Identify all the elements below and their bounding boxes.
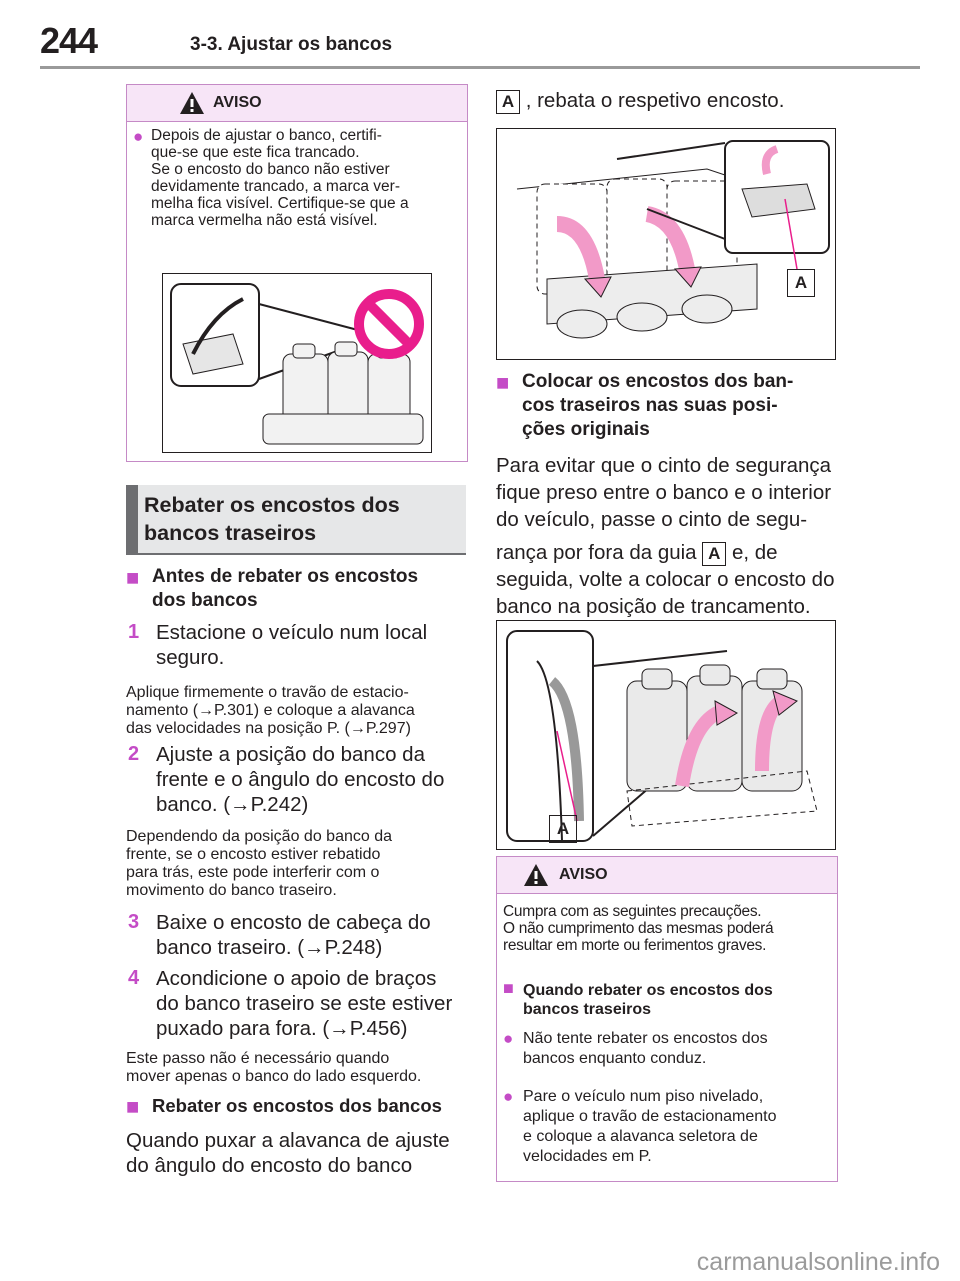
guide-tag: A (702, 542, 726, 566)
subheading-line: Antes de rebater os encostos (152, 566, 419, 587)
step-1 (126, 620, 471, 670)
text-line: velocidades em P. (523, 1148, 652, 1165)
warning-box-1 (126, 84, 468, 462)
before-folding-block (126, 565, 471, 613)
guide-tag: A (496, 90, 520, 114)
text-line: marca vermelha não está visível. (151, 212, 378, 229)
heading-line: Rebater os encostos dos (144, 493, 400, 517)
text-line: O não cumprimento das mesmas poderá (503, 920, 774, 937)
step-line: frente e o ângulo do encosto do (156, 768, 445, 791)
restore-text (496, 452, 841, 620)
text-line: resultar em morte ou ferimentos graves. (503, 937, 767, 954)
note-line: frente, se o encosto estiver rebatido (126, 846, 381, 863)
note-line: para trás, este pode interferir com o (126, 864, 380, 881)
body-line: Para evitar que o cinto de segurança (496, 454, 832, 477)
heading-line: bancos traseiros (144, 521, 317, 545)
body-line: Quando puxar a alavanca de ajuste (126, 1129, 450, 1152)
warning-triangle-icon (523, 863, 549, 887)
text-line: que-se que este fica trancado. (151, 144, 360, 161)
step-line: Ajuste a posição do banco da (156, 743, 425, 766)
text-line: bancos enquanto conduz. (523, 1050, 707, 1067)
subheading-line: cos traseiros nas suas posi- (522, 395, 778, 416)
guide-tag: A (549, 815, 577, 843)
note-line: namento (→P.301) e coloque a alavanca (126, 702, 415, 719)
warning-header (497, 857, 837, 894)
body-line: do veículo, passe o cinto de segu- (496, 508, 808, 531)
note-3 (126, 1050, 471, 1086)
text-line: Não tente rebater os encostos dos (523, 1030, 768, 1047)
restore-block (496, 370, 841, 442)
step-line: puxado para fora. (→P.456) (156, 1017, 408, 1040)
body-line: do ângulo do encosto do banco (126, 1154, 413, 1177)
note-line: Dependendo da posição do banco da (126, 828, 392, 845)
step-2 (126, 742, 471, 817)
subheading-line: Colocar os encostos dos ban- (522, 371, 794, 392)
warning-text (133, 127, 463, 229)
subheading-line: ções originais (522, 419, 650, 440)
step-line: Baixe o encosto de cabeça do (156, 911, 431, 934)
step-line: banco. (→P.242) (156, 793, 309, 816)
note-line: das velocidades na posição P. (→P.297) (126, 720, 411, 737)
warning-label: AVISO (559, 866, 608, 883)
warning-header (127, 85, 467, 122)
bullet-icon: ● (503, 1029, 514, 1048)
step-number: 3 (128, 911, 140, 933)
step-line: banco traseiro. (→P.248) (156, 936, 383, 959)
step-line: Acondicione o apoio de braços (156, 967, 437, 990)
warning-box-2 (496, 856, 838, 1182)
step-line: seguro. (156, 646, 225, 669)
text-line: e coloque a alavanca seletora de (523, 1128, 758, 1145)
step-line: do banco traseiro se este estiver (156, 992, 453, 1015)
subheading-line: bancos traseiros (523, 1001, 652, 1018)
bullet-icon: ● (503, 1087, 514, 1106)
note-line: mover apenas o banco do lado esquerdo. (126, 1068, 422, 1085)
step-number: 2 (128, 743, 140, 765)
seat-illustration-svg (163, 274, 431, 452)
subheading-line: Rebater os encostos dos bancos (152, 1095, 442, 1116)
header-rule (40, 66, 920, 69)
note-1 (126, 684, 471, 738)
text-line: devidamente trancado, a marca ver- (151, 178, 400, 195)
seat-lock-illustration (162, 273, 432, 453)
warning-label: AVISO (213, 94, 262, 111)
guide-tag: A (787, 269, 815, 297)
step-line: Estacione o veículo num local (156, 621, 428, 644)
text-line: Depois de ajustar o banco, certifi- (151, 127, 382, 144)
note-2 (126, 828, 471, 900)
fold-seat-illustration (496, 128, 836, 360)
square-bullet-icon: ■ (126, 1094, 140, 1119)
note-line: movimento do banco traseiro. (126, 882, 337, 899)
text-line: melha fica visível. Certifique-se que a (151, 195, 409, 212)
footer-watermark: carmanualsonline.info (696, 1248, 940, 1276)
square-bullet-icon: ■ (503, 978, 514, 998)
note-line: Aplique firmemente o travão de estacio- (126, 684, 409, 701)
step-number: 1 (128, 621, 140, 643)
fold-block (126, 1094, 471, 1178)
fold-illustration-svg (497, 129, 835, 359)
warning-triangle-icon (179, 91, 205, 115)
body-line: fique preso entre o banco e o interior (496, 481, 832, 504)
subheading-line: dos bancos (152, 590, 258, 611)
body-line: rança por fora da guia (496, 541, 697, 564)
text-line: Pare o veículo num piso nivelado, (523, 1088, 764, 1105)
subheading-line: Quando rebater os encostos dos (523, 982, 773, 999)
restore-seat-illustration (496, 620, 836, 850)
step-number: 4 (128, 967, 140, 989)
body-line: banco na posição de trancamento. (496, 595, 811, 618)
square-bullet-icon: ■ (126, 565, 140, 590)
body-line: seguida, volte a colocar o encosto do (496, 568, 835, 591)
section-heading (126, 485, 466, 555)
text-line: aplique o travão de estacionamento (523, 1108, 777, 1125)
text-line: Cumpra com as seguintes precauções. (503, 903, 762, 920)
page-number: 244 (40, 20, 98, 61)
note-line: Este passo não é necessário quando (126, 1050, 390, 1067)
section-title: 3-3. Ajustar os bancos (190, 34, 393, 55)
body-line: , rebata o respetivo encosto. (525, 89, 785, 112)
step-4 (126, 966, 471, 1041)
step-3 (126, 910, 471, 960)
fold-continuation (496, 88, 841, 114)
text-line: Se o encosto do banco não estiver (151, 161, 390, 178)
bullet-icon: ● (133, 127, 144, 146)
body-line: e, de (731, 541, 778, 564)
restore-illustration-svg (497, 621, 835, 849)
square-bullet-icon: ■ (496, 370, 510, 395)
